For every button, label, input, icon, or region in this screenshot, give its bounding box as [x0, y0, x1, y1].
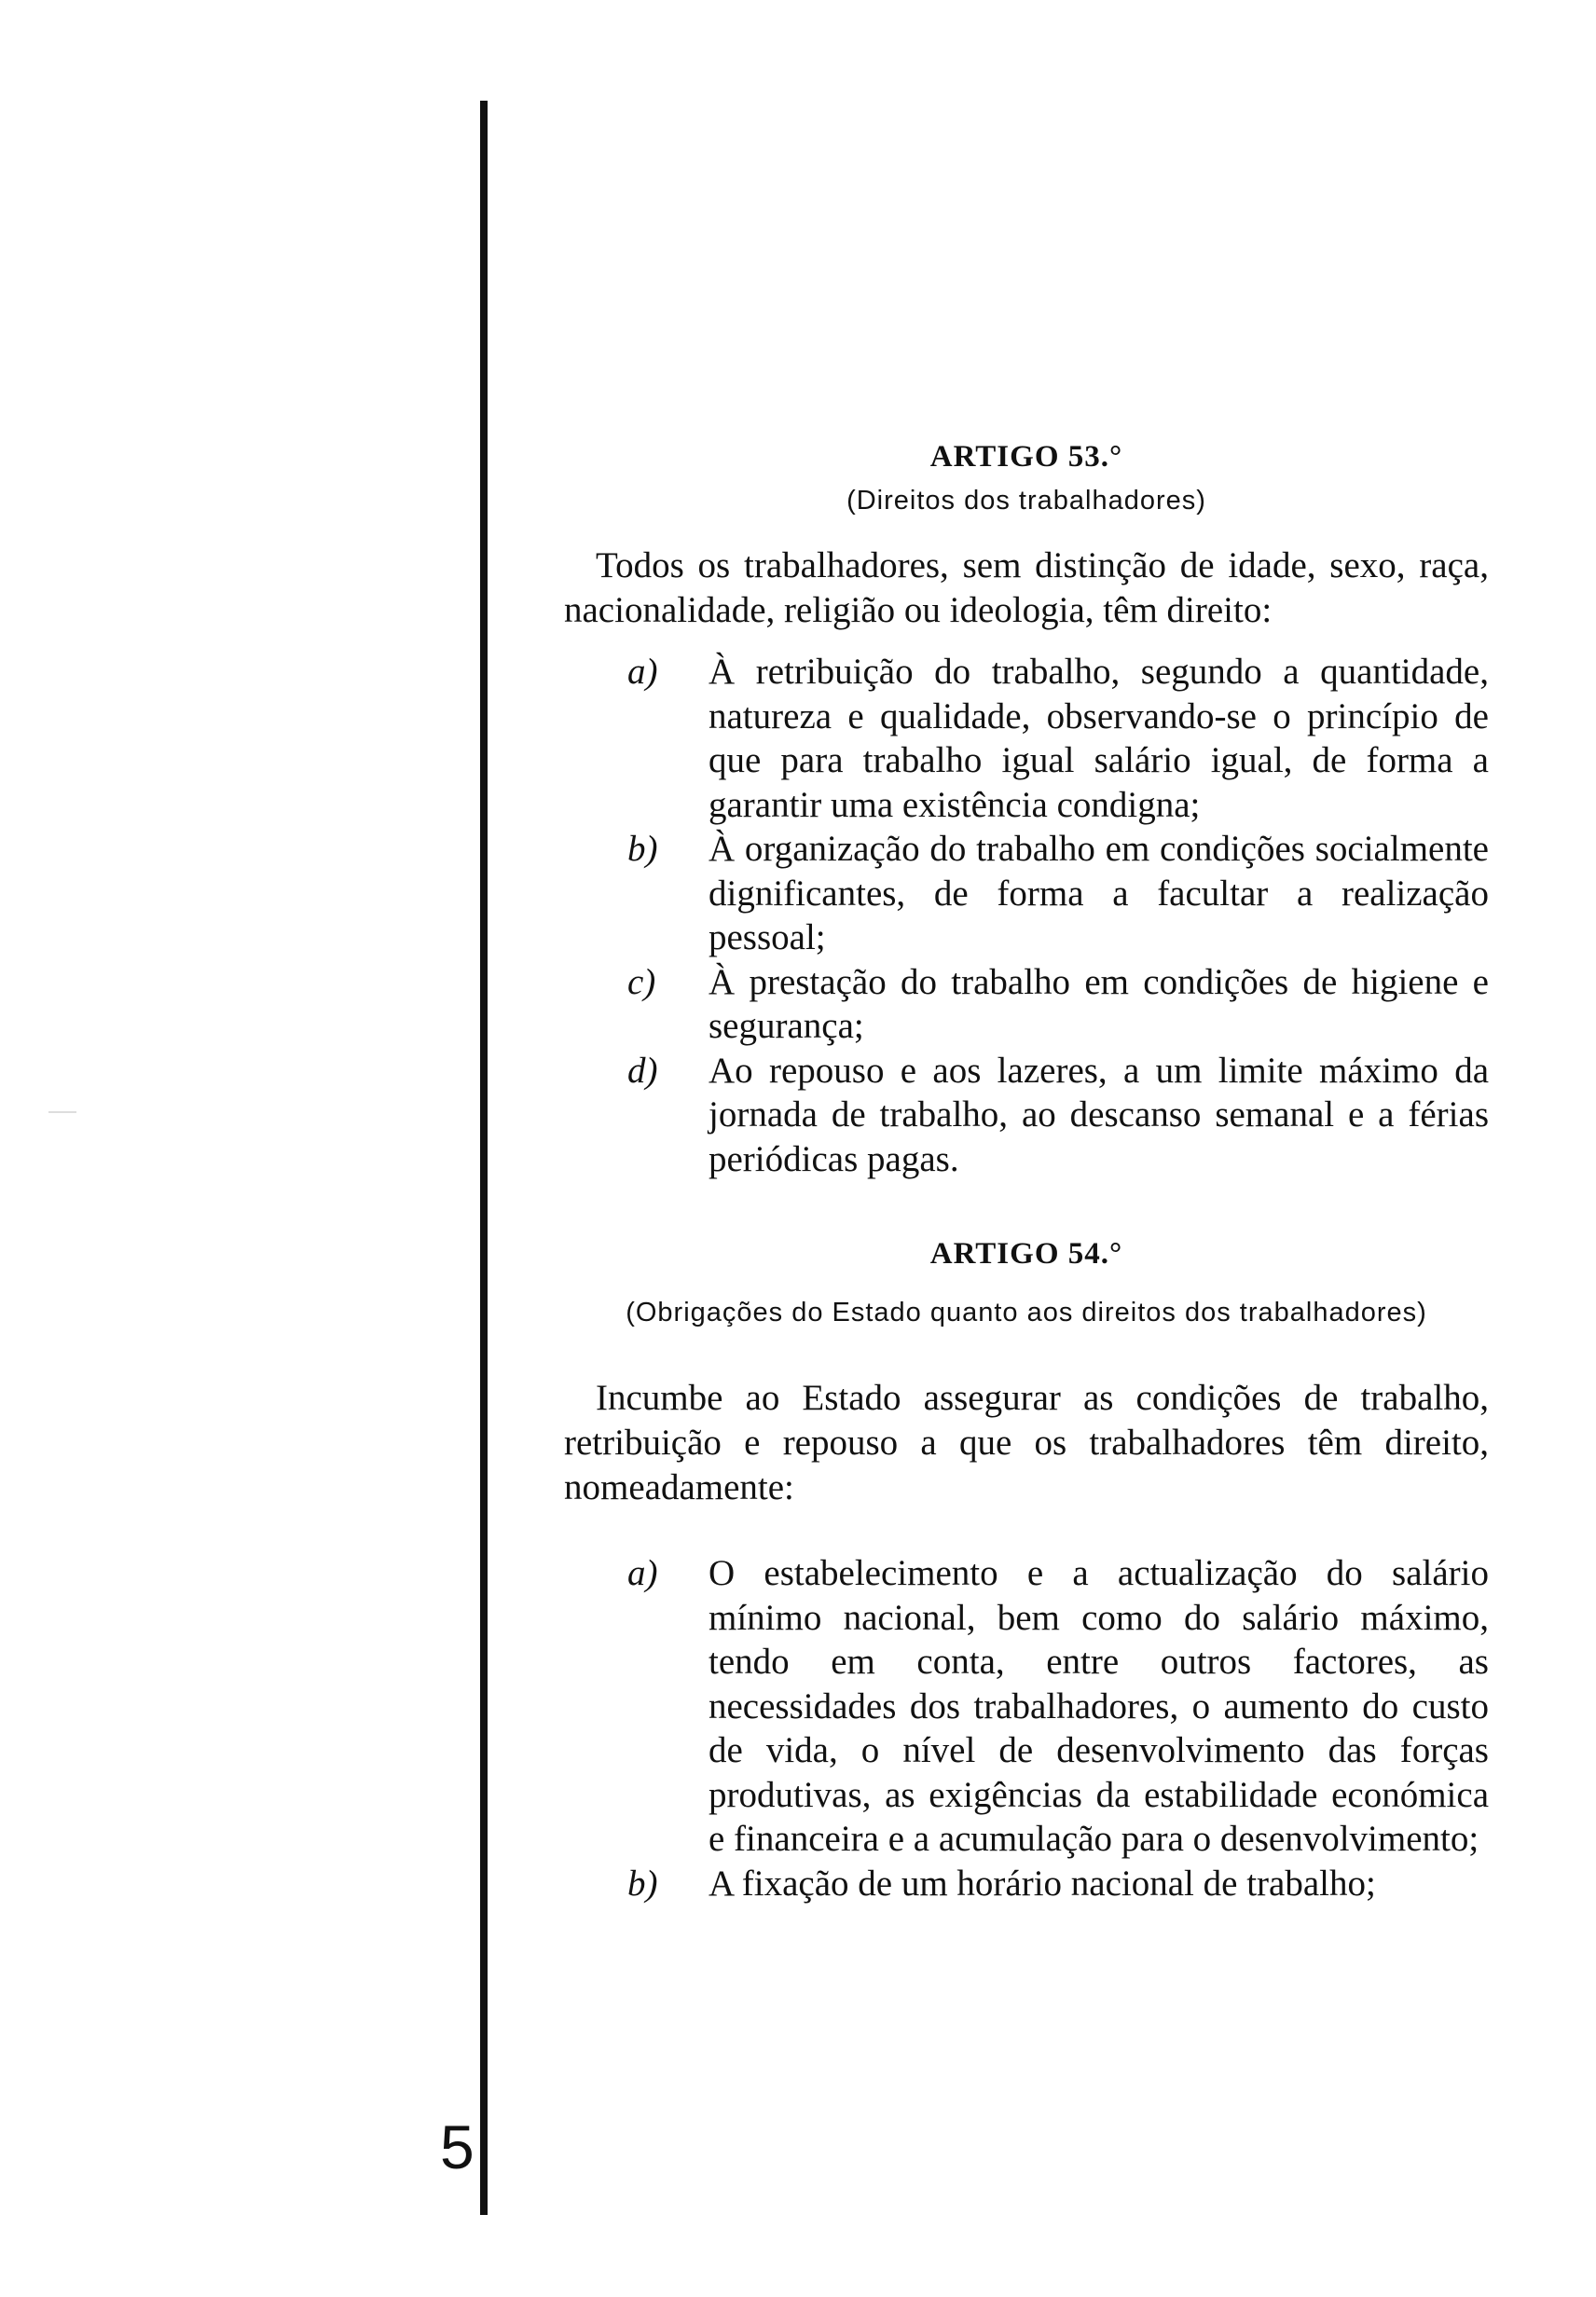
item-text: Ao repouso e aos lazeres, a um limite máximo da jornada de trabalho, ao descanso semanal e a férias periódicas pagas. [709, 1050, 1489, 1179]
item-text: À organização do trabalho em condições socialmente dignificantes, de forma a facultar a realização pessoal; [709, 829, 1489, 957]
item-letter: b) [627, 1863, 658, 1904]
item-text: O estabelecimento e a actualização do salário mínimo nacional, bem como do salário máximo, tendo em conta, entre outros factores, as necessidades dos trabalhadores, o aumento do custo de vida, o nível de desenvolvimento das forças produtivas, as exigências da estabilidade económica e financeira e a acumulação para o desenvolvimento; [709, 1553, 1489, 1859]
article-54 [564, 1235, 1489, 1905]
article-items [564, 1551, 1489, 1905]
item-letter: a) [627, 652, 658, 692]
list-item [627, 960, 1489, 1049]
list-item [627, 1551, 1489, 1862]
article-title: ARTIGO 54.° [929, 1237, 1123, 1271]
item-text: A fixação de um horário nacional de trabalho; [709, 1863, 1376, 1904]
article-intro: Todos os trabalhadores, sem distinção de idade, sexo, raça, nacionalidade, religião ou ideologia, têm direito: [564, 545, 1489, 630]
article-title: ARTIGO 53.° [929, 440, 1123, 474]
item-letter: b) [627, 829, 658, 869]
margin-rule [480, 101, 488, 2215]
article-53 [564, 438, 1489, 1181]
list-item [627, 650, 1489, 827]
article-subtitle: (Direitos dos trabalhadores) [846, 486, 1206, 516]
item-text: À retribuição do trabalho, segundo a quantidade, natureza e qualidade, observando-se o princípio de que para trabalho igual salário igual, de forma a garantir uma existência condigna; [709, 652, 1489, 825]
article-items [564, 650, 1489, 1181]
list-item [627, 1049, 1489, 1182]
item-letter: c) [627, 961, 656, 1002]
article-subtitle: (Obrigações do Estado quanto aos direitos dos trabalhadores) [626, 1298, 1427, 1327]
scan-mark [48, 1111, 76, 1113]
item-letter: a) [627, 1553, 658, 1593]
article-intro: Incumbe ao Estado assegurar as condições de trabalho, retribuição e repouso a que os trabalhadores têm direito, nomeadamente: [564, 1378, 1489, 1507]
item-text: À prestação do trabalho em condições de higiene e segurança; [709, 961, 1489, 1046]
list-item [627, 827, 1489, 960]
page-content [564, 438, 1489, 1905]
page-number: 5 [440, 2112, 475, 2181]
list-item [627, 1862, 1489, 1906]
item-letter: d) [627, 1050, 658, 1091]
